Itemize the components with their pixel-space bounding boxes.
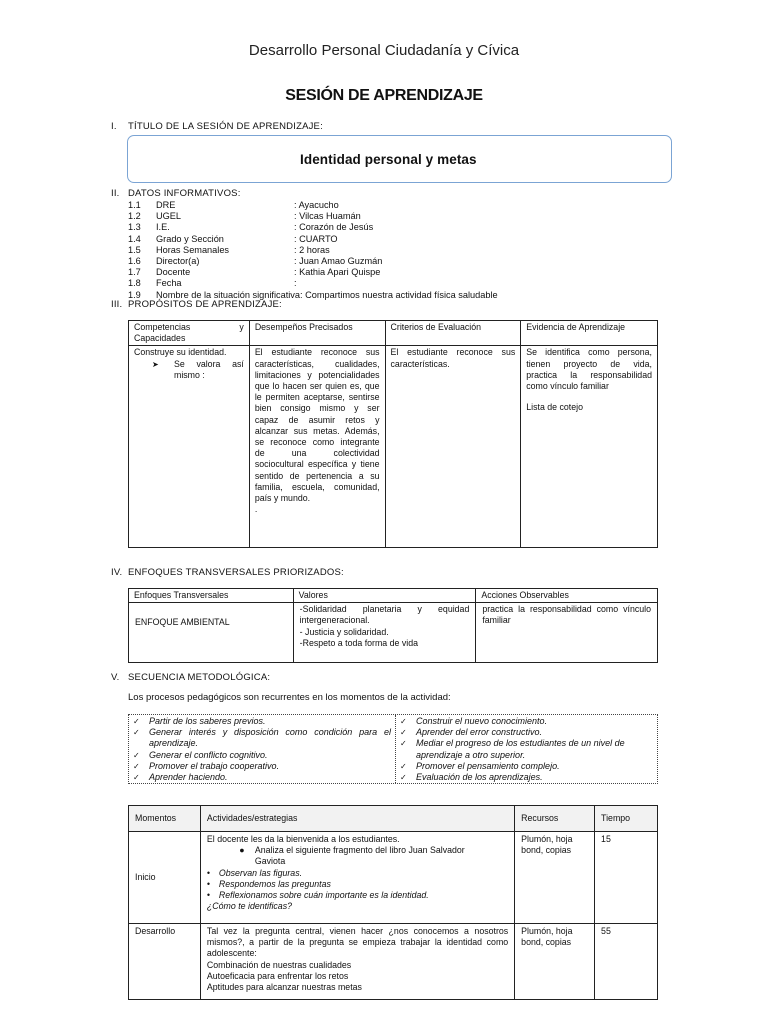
check-icon: ✓ bbox=[133, 717, 140, 726]
dato-key: DRE bbox=[156, 200, 176, 210]
dato-row bbox=[128, 256, 648, 267]
check-icon: ✓ bbox=[400, 728, 407, 738]
section-number: V. bbox=[111, 672, 120, 683]
dato-row bbox=[128, 234, 648, 245]
course-header: Desarrollo Personal Ciudadanía y Cívica bbox=[248, 42, 520, 59]
session-title-box bbox=[127, 135, 672, 183]
section-5-heading bbox=[111, 672, 270, 683]
enfoques-table bbox=[128, 588, 658, 663]
inicio-question: ¿Cómo te identificas? bbox=[206, 901, 292, 912]
list-item bbox=[400, 772, 653, 783]
proceso-text: Mediar el progreso de los estudiantes de un nivel de aprendizaje a otro superior. bbox=[416, 738, 625, 760]
dato-key: Fecha bbox=[156, 278, 182, 289]
capacidad bbox=[134, 359, 244, 381]
dato-value: : bbox=[294, 278, 297, 289]
section-4-heading bbox=[111, 567, 344, 578]
datos-informativos bbox=[128, 200, 648, 301]
section-label: SECUENCIA METODOLÓGICA: bbox=[128, 672, 271, 683]
proceso-text: Generar el conflicto cognitivo. bbox=[149, 749, 268, 760]
procesos-box bbox=[128, 714, 658, 784]
dato-key: Director(a) bbox=[156, 256, 200, 267]
proceso-text: Evaluación de los aprendizajes. bbox=[416, 772, 543, 783]
proceso-text: Construir el nuevo conocimiento. bbox=[416, 716, 548, 726]
dato-row bbox=[128, 222, 648, 233]
actividades-cell bbox=[200, 832, 514, 924]
dato-value: : Kathia Apari Quispe bbox=[294, 267, 381, 278]
header-cell: Valores bbox=[293, 589, 476, 603]
recursos-cell: Plumón, hoja bond, copias bbox=[515, 832, 595, 924]
dato-key: I.E. bbox=[156, 222, 170, 233]
dato-row bbox=[128, 245, 648, 256]
dato-key: UGEL bbox=[156, 211, 182, 222]
section-3-heading bbox=[111, 299, 282, 310]
table-row bbox=[129, 924, 658, 1000]
dato-number: 1.9 bbox=[128, 289, 141, 300]
header-cell: Actividades/estrategias bbox=[200, 806, 514, 832]
situacion-significativa: Nombre de la situación significativa: Compartimos nuestra actividad física saludable bbox=[156, 289, 498, 300]
procesos-lead: Los procesos pedagógicos son recurrentes en los momentos de la actividad: bbox=[128, 692, 451, 703]
header-cell: Enfoques Transversales bbox=[129, 589, 294, 603]
bullet-icon: • bbox=[206, 878, 211, 889]
dato-row bbox=[128, 211, 648, 222]
proceso-text: Partir de los saberes previos. bbox=[149, 716, 266, 726]
analiza-item bbox=[207, 845, 508, 867]
desarrollo-line: Autoeficacia para enfrentar los retos bbox=[206, 970, 349, 981]
list-item bbox=[133, 761, 391, 772]
dato-row bbox=[128, 267, 648, 278]
valor-item: -Solidaridad planetaria y equidad intergeneracional. bbox=[299, 604, 470, 626]
recursos-cell: Plumón, hoja bond, copias bbox=[515, 924, 595, 1000]
list-item bbox=[133, 716, 391, 727]
dato-key: Docente bbox=[156, 267, 191, 278]
dato-value: : CUARTO bbox=[294, 233, 338, 244]
bullet-icon: • bbox=[206, 890, 211, 901]
tiempo-cell: 55 bbox=[595, 924, 658, 1000]
session-title: Identidad personal y metas bbox=[300, 151, 477, 167]
evidencia-text: Se identifica como persona, tienen proyecto de vida, practica la responsabilidad como vínculo familiar bbox=[526, 347, 652, 392]
dato-number: 1.5 bbox=[128, 244, 141, 255]
enfoque-cell: ENFOQUE AMBIENTAL bbox=[129, 603, 294, 663]
desarrollo-line: Combinación de nuestras cualidades bbox=[206, 959, 352, 970]
bullet-text: Reflexionamos sobre cuán importante es la identidad. bbox=[218, 890, 429, 901]
momento-cell: Desarrollo bbox=[129, 924, 201, 1000]
competencia-cell bbox=[129, 346, 250, 548]
procesos-left bbox=[129, 715, 396, 783]
header-cell: Recursos bbox=[515, 806, 595, 832]
arrow-bullet-icon: ➤ bbox=[152, 359, 159, 369]
desempenos-text: El estudiante reconoce sus características, cualidades, limitaciones y potencialidades que lo hacen ser quien es, que le permiten aceptarse, sentirse bien consigo mismo y ser capaz de asumir retos y alcanzar sus metas. Además, se reconoce como integrante de una colectividad sociocultural específica y tiene sentido de pertenencia a su familia, escuela, comunidad, país y mundo. bbox=[254, 347, 380, 504]
section-1-heading bbox=[111, 121, 323, 132]
bullet-icon: ● bbox=[239, 845, 245, 856]
section-label: TÍTULO DE LA SESIÓN DE APRENDIZAJE: bbox=[128, 121, 323, 132]
analiza-text: Analiza el siguiente fragmento del libro Juan Salvador Gaviota bbox=[254, 845, 465, 867]
evidencia-cell bbox=[521, 346, 658, 548]
section-2-heading bbox=[111, 188, 241, 199]
dato-number: 1.4 bbox=[128, 233, 141, 244]
header-cell: Momentos bbox=[129, 806, 201, 832]
dato-number: 1.3 bbox=[128, 222, 141, 233]
dato-value: : Corazón de Jesús bbox=[294, 222, 374, 233]
desempenos-end: . bbox=[254, 504, 258, 515]
section-number: II. bbox=[111, 188, 120, 199]
dato-key: Grado y Sección bbox=[156, 233, 224, 244]
check-icon: ✓ bbox=[400, 739, 407, 749]
secuencia-table bbox=[128, 805, 658, 1000]
header-cell: Evidencia de Aprendizaje bbox=[521, 321, 658, 346]
dato-key: Horas Semanales bbox=[156, 244, 230, 255]
section-number: III. bbox=[111, 299, 123, 310]
list-item bbox=[400, 738, 653, 760]
criterios-cell: El estudiante reconoce sus características. bbox=[385, 346, 521, 548]
section-number: I. bbox=[111, 121, 117, 132]
procesos-right bbox=[396, 715, 657, 783]
list-item bbox=[133, 727, 391, 749]
desarrollo-text: Tal vez la pregunta central, vienen hacer ¿nos conocemos a nosotros mismos?, a partir de la pregunta se empieza trabajar la identidad como adolescente: bbox=[206, 926, 509, 959]
proceso-text: Promover el pensamiento complejo. bbox=[416, 760, 560, 771]
list-item bbox=[133, 750, 391, 761]
bullet-text: Respondemos las preguntas bbox=[218, 878, 331, 889]
dato-row bbox=[128, 200, 648, 211]
list-item bbox=[400, 716, 653, 727]
list-item bbox=[207, 890, 508, 901]
check-icon: ✓ bbox=[133, 750, 140, 760]
dato-value: : Ayacucho bbox=[294, 200, 339, 210]
tiempo-cell: 15 bbox=[595, 832, 658, 924]
section-label: ENFOQUES TRANSVERSALES PRIORIZADOS: bbox=[128, 567, 344, 578]
proceso-text: Aprender haciendo. bbox=[149, 772, 228, 783]
check-icon: ✓ bbox=[400, 761, 407, 771]
dato-value: : 2 horas bbox=[294, 244, 330, 255]
list-item bbox=[207, 868, 508, 879]
header-cell: Criterios de Evaluación bbox=[385, 321, 521, 346]
dato-number: 1.8 bbox=[128, 278, 141, 289]
bullet-icon: • bbox=[206, 867, 211, 878]
acciones-cell: practica la responsabilidad como vínculo familiar bbox=[476, 603, 658, 663]
dato-number: 1.2 bbox=[128, 211, 141, 222]
valores-cell bbox=[293, 603, 476, 663]
table-row bbox=[129, 832, 658, 924]
propositos-table bbox=[128, 320, 658, 548]
section-label: PROPÓSITOS DE APRENDIZAJE: bbox=[128, 299, 282, 310]
section-label: DATOS INFORMATIVOS: bbox=[128, 188, 241, 199]
check-icon: ✓ bbox=[133, 761, 140, 771]
proceso-text: Generar interés y disposición como condición para el aprendizaje. bbox=[149, 727, 391, 749]
list-item bbox=[400, 761, 653, 772]
check-icon: ✓ bbox=[133, 773, 140, 783]
dato-value: : Vilcas Huamán bbox=[294, 211, 361, 222]
proceso-text: Promover el trabajo cooperativo. bbox=[149, 760, 280, 771]
list-item bbox=[400, 727, 653, 738]
section-number: IV. bbox=[111, 567, 123, 578]
proceso-text: Aprender del error constructivo. bbox=[416, 727, 543, 738]
desempenos-cell bbox=[249, 346, 385, 548]
instrumento-text: Lista de cotejo bbox=[526, 402, 583, 413]
capacidad-text: Se valora así mismo : bbox=[174, 358, 244, 380]
header-cell: Desempeños Precisados bbox=[249, 321, 385, 346]
header-cell: Tiempo bbox=[595, 806, 658, 832]
dato-value: : Juan Amao Guzmán bbox=[294, 256, 383, 267]
dato-row bbox=[128, 278, 648, 289]
dato-number: 1.1 bbox=[128, 200, 141, 210]
bullet-text: Observan las figuras. bbox=[218, 867, 303, 878]
header-cell: Competencias y Capacidades bbox=[129, 321, 250, 346]
check-icon: ✓ bbox=[400, 773, 407, 783]
desarrollo-line: Aptitudes para alcanzar nuestras metas bbox=[206, 982, 362, 993]
valor-item: - Justicia y solidaridad. bbox=[299, 626, 389, 637]
valor-item: -Respeto a toda forma de vida bbox=[299, 637, 419, 648]
actividades-cell bbox=[200, 924, 514, 1000]
list-item bbox=[207, 879, 508, 890]
momento-cell: Inicio bbox=[129, 832, 201, 924]
check-icon: ✓ bbox=[400, 717, 407, 726]
check-icon: ✓ bbox=[133, 728, 140, 738]
inicio-intro: El docente les da la bienvenida a los estudiantes. bbox=[206, 834, 400, 844]
header-cell: Acciones Observables bbox=[476, 589, 658, 603]
document-title: SESIÓN DE APRENDIZAJE bbox=[285, 87, 483, 104]
dato-number: 1.6 bbox=[128, 256, 141, 267]
competencia-text: Construye su identidad. bbox=[134, 347, 227, 358]
list-item bbox=[133, 772, 391, 783]
dato-number: 1.7 bbox=[128, 267, 141, 278]
